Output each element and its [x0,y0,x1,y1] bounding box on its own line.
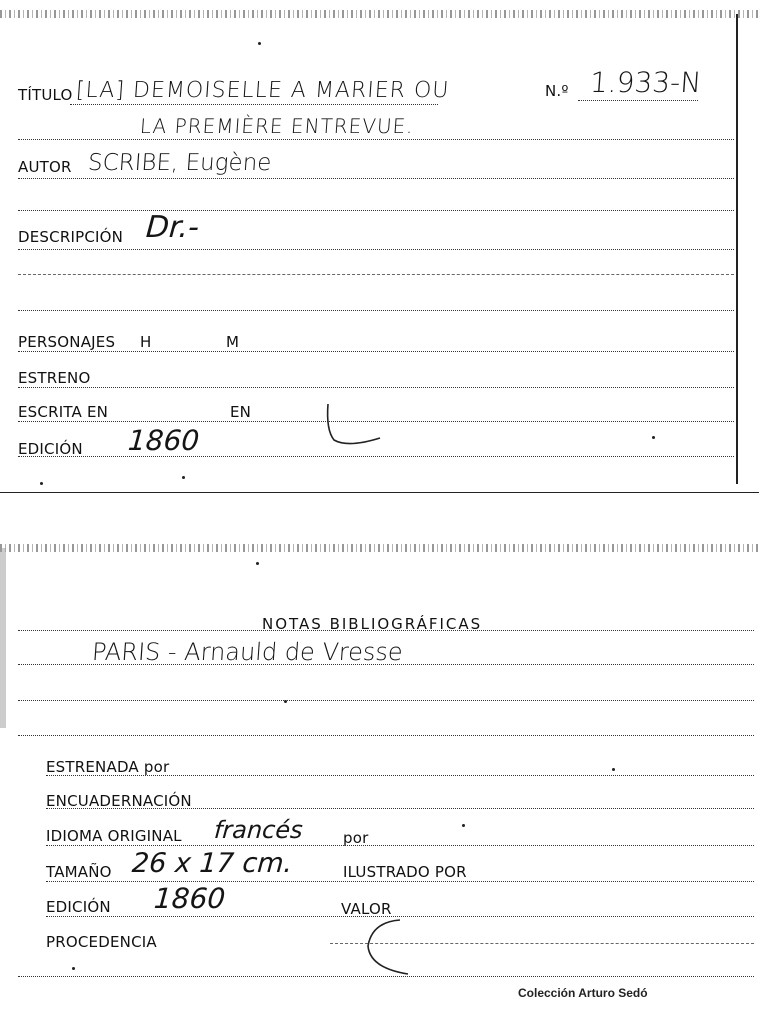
personajes-line [18,351,734,352]
card-right-edge [736,14,738,484]
tamano-value: 26 x 17 cm. [130,848,294,879]
blank-line-5 [18,735,754,736]
notas-line-2 [18,664,754,665]
estreno-line [18,387,734,388]
notas-line [18,630,754,631]
edicion-value-bottom: 1860 [152,882,227,915]
idioma-line [46,845,754,846]
edicion-value: 1860 [126,424,201,457]
procedencia-label: PROCEDENCIA [46,933,157,951]
scan-edge [0,544,759,552]
personajes-m-label: M [226,333,240,351]
blank-line-4 [18,700,754,701]
catalog-card-back [0,540,759,1028]
descripcion-value: Dr.- [144,210,201,245]
notas-heading: NOTAS BIBLIOGRÁFICAS [262,615,483,633]
autor-value: SCRIBE, Eugène [87,150,273,176]
encuadernacion-line [46,808,754,809]
estreno-label: ESTRENO [18,369,91,387]
autor-line [18,178,734,179]
collection-credit: Colección Arturo Sedó [518,986,648,1000]
scan-speck [182,476,185,479]
pen-stroke-mark [322,402,392,452]
escrita-label: ESCRITA EN [18,403,109,421]
scan-speck [72,967,75,970]
scan-left-edge [0,548,6,728]
autor-label: AUTOR [18,158,72,176]
titulo-line [70,104,438,105]
encuadernacion-label: ENCUADERNACIÓN [46,792,192,810]
scan-speck [256,562,259,565]
blank-line-3 [18,310,734,311]
titulo-label: TÍTULO [18,86,73,104]
scan-speck [612,768,615,771]
tamano-label: TAMAÑO [46,863,112,881]
scan-speck [462,824,465,827]
card-separator [0,492,759,493]
ilustrado-label: ILUSTRADO POR [343,863,467,881]
idioma-por-label: por [343,829,369,847]
titulo-line-2 [18,139,734,140]
scan-speck [284,700,287,703]
descripcion-label: DESCRIPCIÓN [18,228,124,246]
scan-edge [0,10,759,18]
escrita-en2-label: EN [230,403,252,421]
catalog-card-front [0,0,759,494]
idioma-label: IDIOMA ORIGINAL [46,827,182,845]
tamano-line [46,881,754,882]
edicion-label-bottom: EDICIÓN [46,898,111,916]
idioma-value: francés [213,816,304,844]
titulo-value-line2: LA PREMIÈRE ENTREVUE. [139,114,415,138]
blank-line-1 [18,210,734,211]
pen-circle-mark [360,916,430,980]
scan-speck [40,482,43,485]
titulo-value-line1: [LA] DEMOISELLE A MARIER OU [75,78,451,103]
descripcion-line [18,249,734,250]
numero-label: N.º [545,82,569,100]
valor-label: VALOR [341,900,392,918]
notas-value: PARIS - Arnauld de Vresse [91,638,404,666]
edicion-line [18,456,734,457]
numero-line [578,100,698,101]
scan-speck [258,42,261,45]
scan-speck [652,436,655,439]
estrenada-line [46,775,754,776]
personajes-h-label: H [140,333,152,351]
edicion-label: EDICIÓN [18,440,83,458]
personajes-label: PERSONAJES [18,333,116,351]
blank-line-2 [18,274,734,275]
estrenada-label: ESTRENADA por [46,758,170,776]
numero-value: 1.933-N [588,66,703,99]
